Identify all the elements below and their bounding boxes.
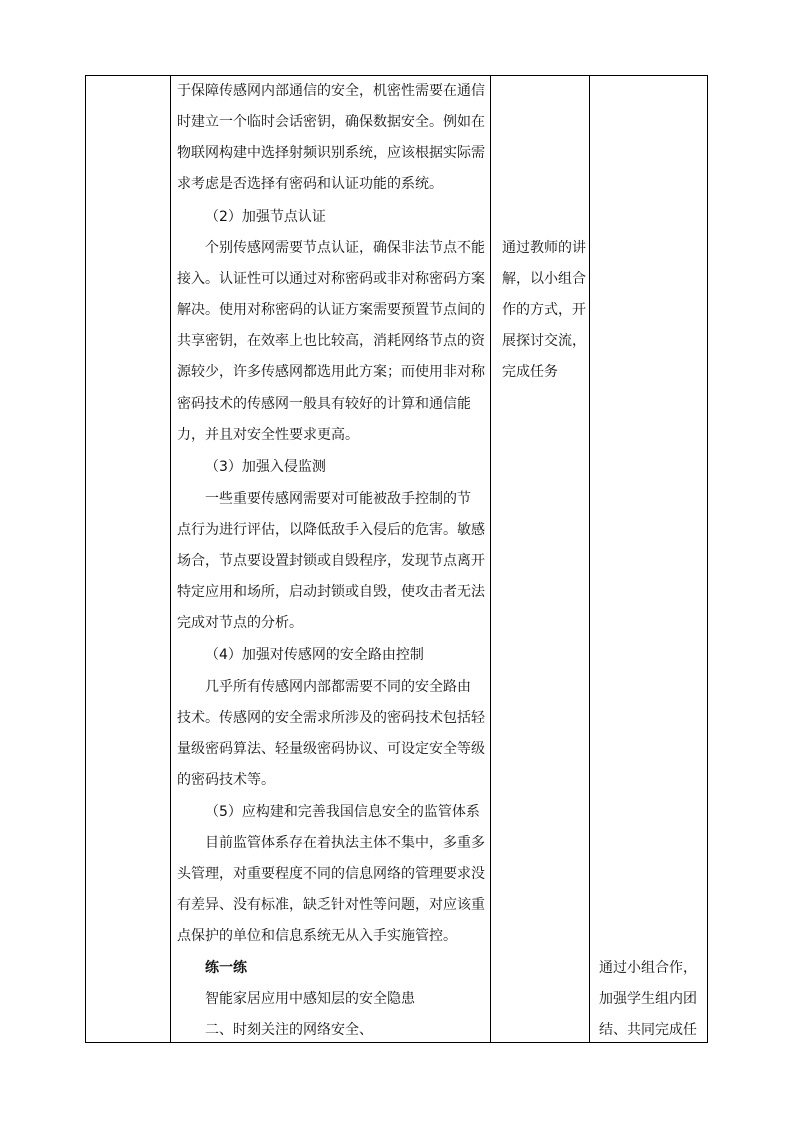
text-line: 有差异、没有标准，缺乏针对性等问题，对应该重 xyxy=(177,897,485,913)
practice-item: 智能家居应用中感知层的安全隐患 xyxy=(205,991,415,1007)
section-two-heading: 二、时刻关注的网络安全、 xyxy=(205,1022,373,1038)
text-line: 一些重要传感网需要对可能被敌手控制的节 xyxy=(205,491,471,507)
design-intent-column xyxy=(589,76,708,1042)
intent-line: 加强学生组内团 xyxy=(599,991,697,1007)
intent-line: 结、共同完成任 xyxy=(599,1022,697,1038)
section-heading-supervision: （5）应构建和完善我国信息安全的监管体系 xyxy=(205,804,480,820)
text-line: 共享密钥，在效率上也比较高，消耗网络节点的资 xyxy=(177,333,485,349)
method-line: 解，以小组合 xyxy=(502,271,586,287)
text-line: 特定应用和场所，启动封锁或自毁，使攻击者无法 xyxy=(177,584,485,600)
text-line: 点行为进行评估，以降低敌手入侵后的危害。敏感 xyxy=(177,522,485,538)
text-line: 源较少，许多传感网都选用此方案；而使用非对称 xyxy=(177,364,485,380)
teaching-method-column xyxy=(490,76,588,1042)
text-line: 时建立一个临时会话密钥，确保数据安全。例如在 xyxy=(177,114,485,130)
text-line: 几乎所有传感网内部都需要不同的安全路由 xyxy=(205,679,471,695)
text-line: 场合，节点要设置封锁或自毁程序，发现节点离开 xyxy=(177,553,485,569)
text-line: 接入。认证性可以通过对称密码或非对称密码方案 xyxy=(177,271,485,287)
section-heading-node-auth: （2）加强节点认证 xyxy=(205,209,326,225)
text-line: 物联网构建中选择射频识别系统，应该根据实际需 xyxy=(177,145,485,161)
text-line: 解决。使用对称密码的认证方案需要预置节点间的 xyxy=(177,302,485,318)
practice-title: 练一练 xyxy=(205,960,247,976)
text-line: 目前监管体系存在着执法主体不集中，多重多 xyxy=(205,835,485,851)
text-line: 力，并且对安全性要求更高。 xyxy=(177,427,359,443)
text-line: 于保障传感网内部通信的安全，机密性需要在通信 xyxy=(177,83,485,99)
section-heading-routing: （4）加强对传感网的安全路由控制 xyxy=(205,647,424,663)
method-line: 作的方式，开 xyxy=(502,302,586,318)
text-line: 头管理，对重要程度不同的信息网络的管理要求没 xyxy=(177,866,485,882)
text-line: 个别传感网需要节点认证，确保非法节点不能 xyxy=(205,240,485,256)
teaching-content-column xyxy=(171,76,489,1042)
method-line: 通过教师的讲 xyxy=(502,240,586,256)
text-line: 技术。传感网的安全需求所涉及的密码技术包括轻 xyxy=(177,710,485,726)
text-line: 点保护的单位和信息系统无从入手实施管控。 xyxy=(177,928,457,944)
text-line: 密码技术的传感网一般具有较好的计算和通信能 xyxy=(177,396,471,412)
method-line: 完成任务 xyxy=(502,364,558,380)
section-heading-intrusion: （3）加强入侵监测 xyxy=(205,459,326,475)
text-line: 求考虑是否选择有密码和认证功能的系统。 xyxy=(177,176,443,192)
intent-line: 通过小组合作， xyxy=(599,960,697,976)
text-line: 量级密码算法、轻量级密码协议、可设定安全等级 xyxy=(177,741,485,757)
text-line: 的密码技术等。 xyxy=(177,772,275,788)
method-line: 展探讨交流， xyxy=(502,333,586,349)
text-line: 完成对节点的分析。 xyxy=(177,615,303,631)
lesson-plan-table xyxy=(85,75,708,1043)
